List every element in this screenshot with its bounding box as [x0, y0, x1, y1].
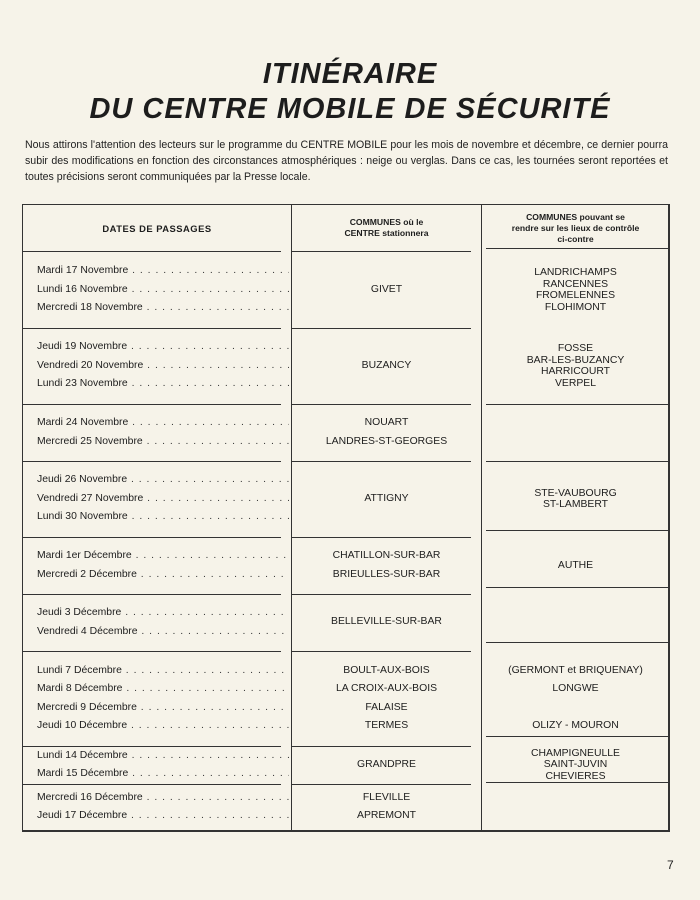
- date-entry: Lundi 30 Novembre . . .: [37, 508, 289, 527]
- nearby-commune-name: ST-LAMBERT: [542, 499, 609, 510]
- row-divider: [486, 782, 669, 783]
- communes-cell: [292, 651, 481, 746]
- row-divider: [486, 461, 669, 462]
- page-number: 7: [667, 858, 674, 872]
- nearby-commune-name: STE-VAUBOURG: [534, 487, 617, 499]
- date-entry: Mardi 24 Novembre . . .: [37, 414, 289, 433]
- date-entry: Lundi 14 Décembre . . .: [37, 747, 289, 766]
- row-divider: [486, 587, 669, 588]
- header-communes-line-1: COMMUNES où le: [349, 217, 424, 227]
- commune-name: BRIEULLES-SUR-BAR: [332, 568, 441, 580]
- dates-cell: [37, 404, 289, 461]
- date-entry: Lundi 16 Novembre . . .: [37, 281, 289, 300]
- commune-name: BUZANCY: [361, 359, 412, 371]
- page-title-line-1: ITINÉRAIRE: [262, 58, 438, 90]
- header-communes-line-2: CENTRE stationnera: [344, 228, 429, 238]
- date-entry: Vendredi 27 Novembre . . .: [37, 490, 289, 509]
- commune-name: BELLEVILLE-SUR-BAR: [331, 616, 442, 628]
- nearby-commune-name: CHAMPIGNEULLE: [531, 747, 620, 759]
- date-entry: Mardi 15 Décembre . . .: [37, 765, 289, 784]
- date-entry: Mercredi 25 Novembre . . .: [37, 433, 289, 452]
- commune-name: BOULT-AUX-BOIS: [343, 664, 430, 676]
- schedule-row-group: [23, 746, 669, 784]
- date-entry: Mardi 8 Décembre . . .: [37, 680, 289, 699]
- communes-cell: [292, 252, 481, 328]
- dates-cell: [37, 252, 289, 328]
- nearby-commune-name: FOSSE: [557, 343, 594, 354]
- header-divider: [292, 251, 471, 252]
- header-divider: [23, 251, 281, 252]
- nearby-commune-name: FLOHIMONT: [544, 301, 607, 313]
- date-entry: Mardi 1er Décembre . . .: [37, 547, 289, 566]
- nearby-commune-name: [574, 699, 577, 718]
- date-entry: Mercredi 9 Décembre . . .: [37, 699, 289, 718]
- communes-cell: [292, 537, 481, 594]
- commune-name: LA CROIX-AUX-BOIS: [335, 683, 438, 694]
- commune-name: LANDRES-ST-GEORGES: [325, 435, 448, 447]
- nearby-commune-name: RANCENNES: [542, 278, 609, 290]
- nearby-communes-cell: [482, 537, 669, 594]
- header-nearby-line-1: COMMUNES pouvant se: [526, 211, 625, 222]
- row-divider: [486, 642, 669, 643]
- nearby-commune-name: LANDRICHAMPS: [534, 267, 617, 278]
- commune-name: FALAISE: [365, 701, 408, 713]
- date-entry: Jeudi 19 Novembre . . .: [37, 338, 289, 357]
- dates-cell: [37, 651, 289, 746]
- schedule-row-group: [23, 651, 669, 746]
- schedule-row-group: [23, 784, 669, 830]
- nearby-commune-name: OLIZY - MOURON: [532, 720, 619, 731]
- nearby-communes-cell: [482, 328, 669, 404]
- row-divider: [486, 248, 669, 249]
- date-entry: Mercredi 2 Décembre . . .: [37, 566, 289, 585]
- nearby-commune-name: HARRICOURT: [540, 366, 611, 377]
- date-entry: Jeudi 26 Novembre . . .: [37, 471, 289, 490]
- date-entry: Jeudi 3 Décembre . . .: [37, 604, 289, 623]
- communes-cell: [292, 784, 481, 830]
- nearby-commune-name: BAR-LES-BUZANCY: [526, 354, 625, 366]
- schedule-row-group: [23, 461, 669, 537]
- dates-cell: [37, 594, 289, 651]
- nearby-commune-name: VERPEL: [554, 377, 596, 389]
- nearby-communes-cell: [482, 746, 669, 784]
- commune-name: CHATILLON-SUR-BAR: [332, 550, 441, 561]
- date-entry: Mercredi 16 Décembre . . .: [37, 789, 289, 808]
- nearby-commune-name: AUTHE: [557, 559, 594, 571]
- schedule-row-group: [23, 537, 669, 594]
- schedule-row-group: [23, 404, 669, 461]
- communes-cell: [292, 746, 481, 784]
- communes-cell: [292, 594, 481, 651]
- header-dates: [23, 205, 291, 251]
- nearby-commune-name: (GERMONT et BRIQUENAY): [508, 664, 643, 676]
- date-entry: Vendredi 20 Novembre . . .: [37, 357, 289, 376]
- nearby-commune-name: CHEVIERES: [545, 770, 606, 782]
- nearby-communes-cell: [482, 461, 669, 537]
- commune-name: GRANDPRE: [357, 758, 416, 770]
- date-entry: Vendredi 4 Décembre . . .: [37, 623, 289, 642]
- schedule-row-group: [23, 252, 669, 328]
- page-title-line-2: DU CENTRE MOBILE DE SÉCURITÉ: [89, 93, 611, 125]
- schedule-table: [22, 204, 670, 832]
- dates-cell: [37, 784, 289, 830]
- date-entry: Jeudi 10 Décembre . . .: [37, 717, 289, 736]
- date-entry: Mercredi 18 Novembre . . .: [37, 299, 289, 318]
- header-nearby-line-2: rendre sur les lieux de contrôle: [511, 222, 640, 233]
- communes-cell: [292, 461, 481, 537]
- commune-name: NOUART: [364, 417, 409, 428]
- commune-name: GIVET: [370, 283, 403, 295]
- row-divider: [486, 404, 669, 405]
- dates-cell: [37, 537, 289, 594]
- nearby-commune-name: LONGWE: [552, 683, 599, 694]
- dates-cell: [37, 328, 289, 404]
- commune-name: TERMES: [364, 720, 409, 731]
- dates-cell: [37, 461, 289, 537]
- nearby-communes-cell: [482, 404, 669, 461]
- date-entry: Lundi 23 Novembre . . .: [37, 375, 289, 394]
- dates-cell: [37, 746, 289, 784]
- nearby-communes-cell: [482, 651, 669, 746]
- nearby-communes-cell: [482, 252, 669, 328]
- communes-cell: [292, 404, 481, 461]
- commune-name: ATTIGNY: [364, 492, 409, 504]
- row-divider: [486, 736, 669, 737]
- header-nearby-communes: [482, 205, 669, 251]
- nearby-communes-cell: [482, 784, 669, 830]
- commune-name: FLEVILLE: [362, 791, 411, 803]
- row-divider: [486, 530, 669, 531]
- header-nearby-line-3: ci-contre: [557, 233, 594, 244]
- header-communes: [292, 205, 481, 251]
- date-entry: Mardi 17 Novembre . . .: [37, 262, 289, 281]
- communes-cell: [292, 328, 481, 404]
- nearby-commune-name: SAINT-JUVIN: [543, 759, 608, 771]
- commune-name: APREMONT: [357, 810, 416, 821]
- date-entry: Jeudi 17 Décembre . . .: [37, 807, 289, 826]
- date-entry: Lundi 7 Décembre . . .: [37, 662, 289, 681]
- intro-paragraph: Nous attirons l'attention des lecteurs sur le programme du CENTRE MOBILE pour les mois de novembre et décembre, ce dernier pourra subir des modifications en fonction des circonstances atmosphériques : neige ou verglas. Dans ce cas, les tournées seront reportées et toutes précisions seront communiquées par la Presse locale.: [25, 139, 668, 183]
- schedule-row-group: [23, 328, 669, 404]
- header-dates-label: DATES DE PASSAGES: [102, 222, 212, 234]
- nearby-commune-name: FROMELENNES: [535, 290, 616, 301]
